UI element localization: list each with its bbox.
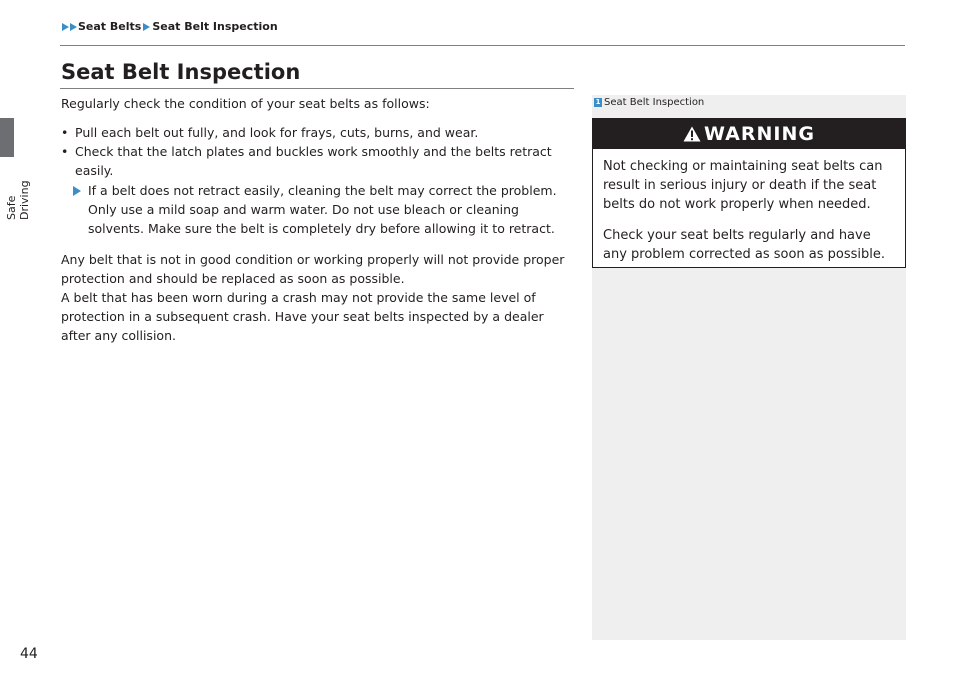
warning-header bbox=[593, 119, 905, 149]
page-number: 44 bbox=[20, 646, 38, 662]
reference-icon: 1 bbox=[595, 98, 601, 106]
list-item-text: Check that the latch plates and buckles work smoothly and the belts retract easily. bbox=[75, 144, 552, 178]
section-label: Safe Driving bbox=[5, 180, 31, 220]
page-title: Seat Belt Inspection bbox=[61, 60, 301, 84]
bullet-icon: • bbox=[61, 144, 69, 159]
header-divider bbox=[60, 45, 905, 46]
warning-triangle-icon bbox=[683, 126, 701, 142]
breadcrumb-arrow-icon bbox=[143, 23, 150, 31]
breadcrumb-item-seat-belts[interactable]: Seat Belts bbox=[78, 20, 142, 33]
section-tab-marker bbox=[0, 118, 14, 157]
bullet-note-text: If a belt does not retract easily, cleaning the belt may correct the problem. Only use a mild soap and warm water. Do not use bleach or cleaning solvents. Make sure the belt is completely dry before allowing it to retract. bbox=[88, 183, 557, 236]
sidebar-reference-label: Seat Belt Inspection bbox=[604, 97, 705, 108]
breadcrumb-item-seat-belt-inspection[interactable]: Seat Belt Inspection bbox=[152, 20, 278, 33]
bullet-icon: • bbox=[61, 125, 69, 140]
warning-box bbox=[592, 118, 906, 268]
paragraph: Any belt that is not in good condition or working properly will not provide proper protection and should be replaced as soon as possible. bbox=[61, 252, 565, 286]
list-item bbox=[61, 142, 576, 180]
warning-text: Check your seat belts regularly and have any problem corrected as soon as possible. bbox=[603, 228, 886, 262]
bullet-note bbox=[61, 181, 576, 238]
list-item-text: Pull each belt out fully, and look for frays, cuts, burns, and wear. bbox=[75, 125, 479, 140]
warning-heading: WARNING bbox=[704, 123, 815, 145]
list-item bbox=[61, 123, 576, 142]
inspection-checklist bbox=[61, 123, 576, 180]
breadcrumb-arrow-icon bbox=[70, 23, 77, 31]
title-divider bbox=[60, 88, 574, 89]
sidebar-notes bbox=[592, 95, 906, 640]
sidebar-reference bbox=[594, 97, 704, 108]
intro-text: Regularly check the condition of your seat belts as follows: bbox=[61, 96, 430, 111]
warning-body bbox=[593, 149, 905, 264]
breadcrumb bbox=[62, 20, 278, 33]
note-arrow-icon bbox=[73, 186, 81, 196]
warning-text: Not checking or maintaining seat belts can result in serious injury or death if the seat belts do not work properly when needed. bbox=[603, 159, 883, 212]
main-content bbox=[61, 94, 576, 345]
paragraph: A belt that has been worn during a crash may not provide the same level of protection in a subsequent crash. Have your seat belts inspected by a dealer after any collision. bbox=[61, 290, 544, 343]
breadcrumb-arrow-icon bbox=[62, 23, 69, 31]
